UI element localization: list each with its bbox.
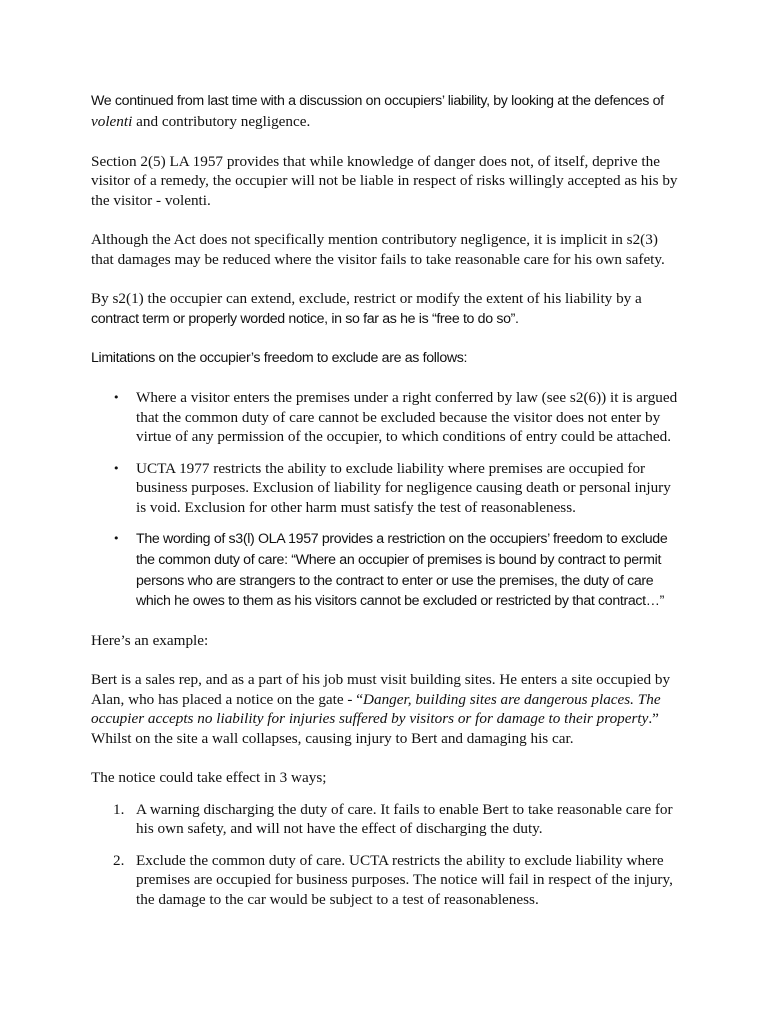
list-item-text: A warning discharging the duty of care. It fails to enable Bert to take reasonable care for his own safety, and will not have the effect of discharging the duty.: [136, 800, 673, 838]
section-2-5-paragraph: Section 2(5) LA 1957 provides that while knowledge of danger does not, of itself, deprive the visitor of a remedy, the occupier will not be liable in respect of risks willingly accepted as his by the visitor - volenti.: [91, 152, 678, 209]
list-item: [91, 529, 683, 611]
limitations-list: [91, 388, 683, 612]
example-heading: Here’s an example:: [91, 631, 209, 649]
list-item-text: Exclude the common duty of care. UCTA restricts the ability to exclude liability where premises are occupied for business purposes. The notice will fail in respect of the injury, the damage to the car would be subject to a test of reasonableness.: [136, 851, 673, 908]
intro-text-end: and contributory negligence.: [132, 112, 311, 130]
example-story-paragraph: [91, 670, 683, 748]
list-item-text: UCTA 1977 restricts the ability to exclude liability where premises are occupied for business purposes. Exclusion of liability for negligence causing death or personal injury is void. Exclusion for other harm must satisfy the test of reasonableness.: [136, 459, 671, 516]
bullet-icon: •: [113, 532, 120, 546]
list-number: 1.: [113, 800, 125, 818]
bullet-icon: •: [113, 461, 120, 475]
list-item: [91, 800, 683, 839]
bullet-icon: •: [113, 390, 120, 404]
ways-list: [91, 800, 683, 910]
list-item: [91, 388, 683, 447]
ways-intro: The notice could take effect in 3 ways;: [91, 769, 327, 786]
s2-1-text-end: contract term or properly worded notice, in so far as he is “free to do so”.: [91, 310, 519, 327]
list-item: [91, 851, 683, 910]
s2-1-text-start: By s2(1) the occupier can extend, exclude, restrict or modify the extent of his liability by a: [91, 289, 642, 307]
list-item-text: Where a visitor enters the premises under a right conferred by law (see s2(6)) it is argued that the common duty of care cannot be excluded because the visitor does not enter by virtue of any permission of the occupier, to which conditions of entry could be attached.: [136, 388, 678, 446]
list-item-text: The wording of s3(l) OLA 1957 provides a restriction on the occupiers’ freedom to exclude the common duty of care: “Where an occupier of premises is bound by contract to permit persons who are strangers to the contract to enter or use the premises, the duty of care which he owes to them as his visitors cannot be excluded or restricted by that contract…”: [136, 531, 668, 610]
s2-1-paragraph: [91, 289, 683, 329]
list-number: 2.: [113, 851, 125, 869]
intro-text-start: We continued from last time with a discussion on occupiers’ liability, by looking at the defences of: [91, 93, 664, 109]
document-page: [91, 92, 683, 922]
intro-paragraph: [91, 92, 683, 132]
list-item: [91, 459, 683, 518]
intro-italic-term: volenti: [91, 112, 133, 130]
example-story-start: Bert is a sales rep, and as a part of his job must visit building sites. He enters a site occupied by Alan, who has placed a notice on the gate - “: [91, 671, 671, 708]
example-story-end: .” Whilst on the site a wall collapses, causing injury to Bert and damaging his car.: [91, 710, 659, 747]
contributory-negligence-paragraph: Although the Act does not specifically mention contributory negligence, it is implicit in s2(3) that damages may be reduced where the visitor fails to take reasonable care for his own safety.: [91, 231, 665, 268]
notice-quote-text: Danger, building sites are dangerous places. The occupier accepts no liability for injuries suffered by visitors or for damage to their property: [91, 690, 661, 728]
limitations-heading: Limitations on the occupier’s freedom to exclude are as follows:: [91, 349, 468, 366]
